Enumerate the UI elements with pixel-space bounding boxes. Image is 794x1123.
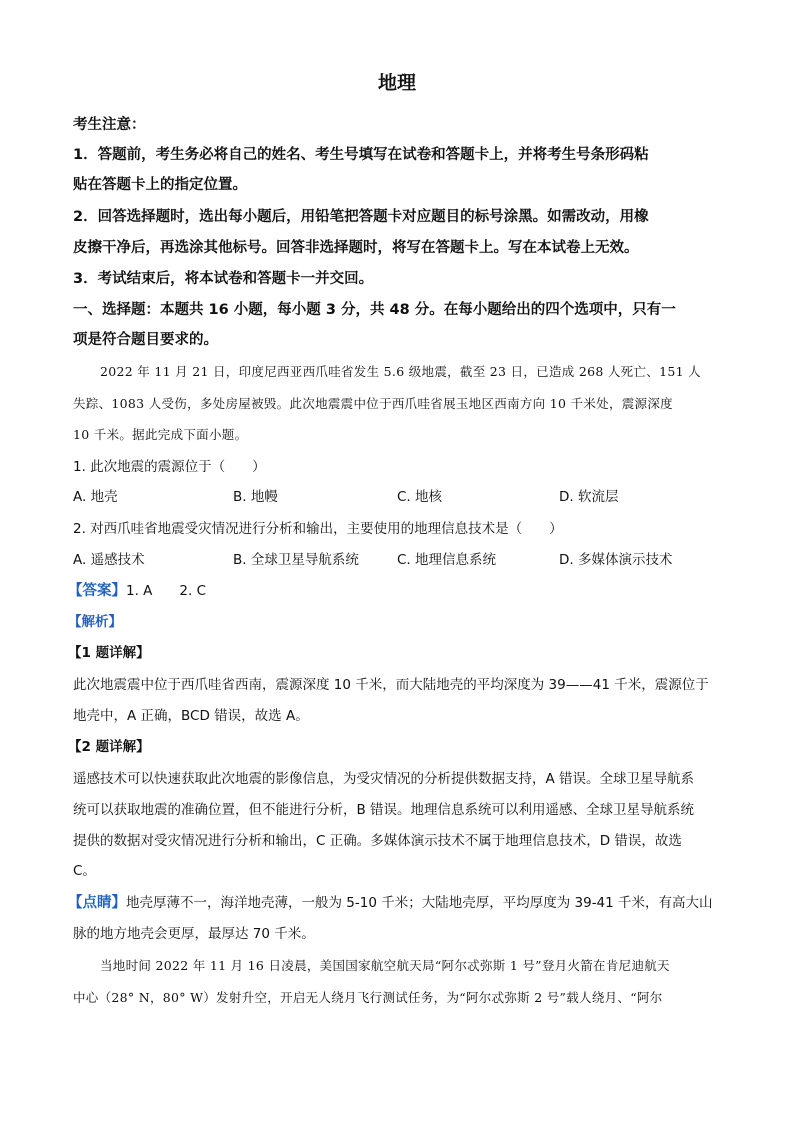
- analysis-label: 【解析】: [68, 614, 122, 630]
- answer-line: [68, 579, 206, 600]
- notice-item: 2．回答选择题时，选出每小题后，用铅笔把答题卡对应题目的标号涂黑。如需改动，用橡: [73, 209, 649, 225]
- notice-item: 皮擦干净后，再选涂其他标号。回答非选择题时，将写在答题卡上。写在本试卷上无效。: [73, 240, 639, 256]
- passage-line: 失踪、1083 人受伤，多处房屋被毁。此次地震震中位于西爪哇省展玉地区西南方向 10 千米处，震源深度: [73, 396, 673, 411]
- notice-item: 3．考试结束后，将本试卷和答题卡一并交回。: [73, 271, 374, 287]
- tip-text: 地壳厚薄不一，海洋地壳薄，一般为 5-10 千米；大陆地壳厚，平均厚度为 39-41 千米，有高大山: [126, 895, 713, 911]
- tip-line: [68, 891, 713, 912]
- passage-line: 2022 年 11 月 21 日，印度尼西亚西爪哇省发生 5.6 级地震，截至 23 日，已造成 268 人死亡、151 人: [100, 364, 701, 379]
- q2-option-b: B. 全球卫星导航系统: [233, 552, 359, 568]
- detail-1-label: 【1 题详解】: [68, 645, 150, 661]
- detail-2-line: C。: [73, 863, 96, 879]
- section-heading-cont: 项是符合题目要求的。: [73, 332, 218, 348]
- q2-option-c: C. 地理信息系统: [397, 552, 497, 568]
- passage-line: 10 千米。据此完成下面小题。: [73, 427, 248, 442]
- passage-2-line: 中心（28° N，80° W）发射升空，开启无人绕月飞行测试任务，为“阿尔忒弥斯 2 号”载人绕月、“阿尔: [73, 990, 663, 1005]
- notice-item: 1．答题前，考生务必将自己的姓名、考生号填写在试卷和答题卡上，并将考生号条形码粘: [73, 147, 649, 163]
- q2-option-a: A. 遥感技术: [73, 552, 145, 568]
- answer-label: 【答案】: [68, 583, 126, 599]
- notice-item: 贴在答题卡上的指定位置。: [73, 177, 247, 193]
- detail-2-label: 【2 题详解】: [68, 739, 150, 755]
- detail-2-line: 统可以获取地震的准确位置，但不能进行分析，B 错误。地理信息系统可以利用遥感、全球卫星导航系统: [73, 802, 695, 818]
- q1-option-b: B. 地幔: [233, 489, 278, 505]
- detail-2-line: 提供的数据对受灾情况进行分析和输出，C 正确。多媒体演示技术不属于地理信息技术，D 错误，故选: [73, 833, 682, 849]
- detail-1-line: 此次地震震中位于西爪哇省西南，震源深度 10 千米，而大陆地壳的平均深度为 39——41 千米，震源位于: [73, 677, 709, 693]
- detail-2-line: 遥感技术可以快速获取此次地震的影像信息，为受灾情况的分析提供数据支持，A 错误。全球卫星导航系: [73, 771, 695, 787]
- q1-option-a: A. 地壳: [73, 489, 118, 505]
- section-heading: 一、选择题：本题共 16 小题，每小题 3 分，共 48 分。在每小题给出的四个选项中，只有一: [73, 302, 676, 318]
- notice-heading: 考生注意：: [73, 117, 146, 133]
- question-1-stem: 1. 此次地震的震源位于（ ）: [73, 459, 266, 475]
- answer-text: 1. A 2. C: [126, 583, 207, 599]
- question-2-stem: 2. 对西爪哇省地震受灾情况进行分析和输出，主要使用的地理信息技术是（ ）: [73, 521, 563, 537]
- tip-label: 【点睛】: [68, 895, 126, 911]
- q2-option-d: D. 多媒体演示技术: [559, 552, 673, 568]
- tip-line-cont: 脉的地方地壳会更厚，最厚达 70 千米。: [73, 926, 315, 942]
- q1-option-c: C. 地核: [397, 489, 443, 505]
- page-title: 地理: [377, 72, 416, 94]
- passage-2-line: 当地时间 2022 年 11 月 16 日凌晨，美国国家航空航天局“阿尔忒弥斯 1 号”登月火箭在肯尼迪航天: [100, 958, 670, 973]
- detail-1-line: 地壳中，A 正确，BCD 错误，故选 A。: [73, 708, 309, 724]
- q1-option-d: D. 软流层: [559, 489, 619, 505]
